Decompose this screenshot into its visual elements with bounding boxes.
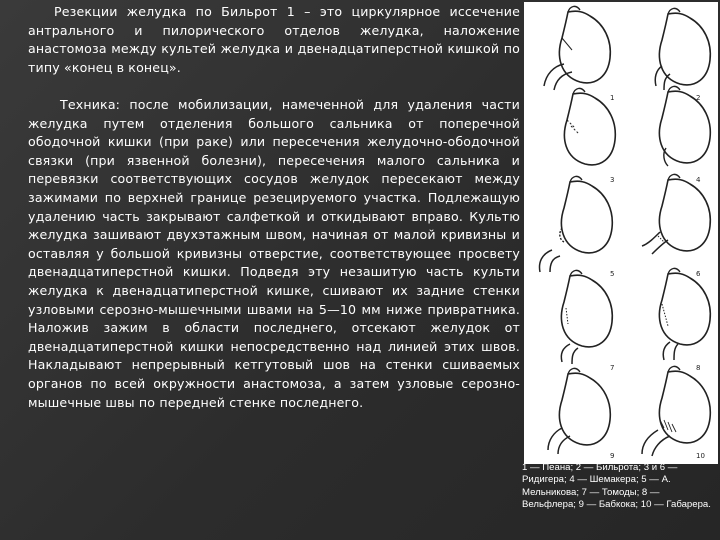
figure-8 [659,268,710,360]
figure-9 [548,368,610,454]
figure-6 [642,174,710,254]
figure-number-4: 4 [696,176,701,184]
figure-number-10: 10 [696,452,705,460]
stomach-diagrams-svg [524,2,718,464]
figure-number-7: 7 [610,364,615,372]
figure-10 [642,366,710,456]
figure-number-1: 1 [610,94,615,102]
figure-5 [540,176,613,272]
figure-7 [561,270,615,364]
figure-number-6: 6 [696,270,701,278]
figure-number-5: 5 [610,270,615,278]
figure-number-8: 8 [696,364,701,372]
intro-paragraph: Резекции желудка по Бильрот 1 – это циркулярное иссечение антрального и пилорического отделов желудка, наложение анастомоза между культей желудка и двенадцатиперстной кишкой по типу «конец в конец». [28,4,520,75]
technique-paragraph: Техника: после мобилизации, намеченной для удаления части желудка путем отделения большого сальника от поперечной ободочной кишки (при раке) или пересечения желудочно-ободочной связки (при язвенной болезни), пересечения малого сальника и перевязки соответствующих сосудов желудок пересекают между зажимами по верхней границе резецируемого участка. Подлежащую удалению часть закрывают салфеткой и откидывают вправо. Культю желудка зашивают двухэтажным швом, начиная от малой кривизны и оставляя у большой кривизны отверстие, соответствующее просвету двенадцатиперстной кишки. Подведя эту незашитую часть культи желудка к двенадцатиперстной кишке, сшивают их задние стенки узловыми серозно-мышечными швами на 5—10 мм ниже привратника. Наложив зажим в области последнего, отсекают желудок от двенадцатиперстной кишки непосредственно над линией этих швов. Накладывают непрерывный кетгутовый шов на стенки сшиваемых органов по всей окружности анастомоза, а затем узловые серозно-мышечные швы по передней стенке последнего. [28,97,520,410]
figure-2 [655,8,710,90]
figure-caption: 1 — Пеана; 2 — Бильрота; 3 и 6 — Ридигера; 4 — Шемакера; 5 — А. Мельникова; 7 — Томоды; 8 — Вельфлера; 9 — Бабкока; 10 — Габарера. [522,462,711,510]
figure-3 [564,88,615,164]
resection-methods-figure [524,2,718,464]
figure-number-9: 9 [610,452,615,460]
figure-1 [544,6,610,90]
figure-4 [659,86,710,166]
figure-number-2: 2 [696,94,701,102]
figure-number-3: 3 [610,176,615,184]
